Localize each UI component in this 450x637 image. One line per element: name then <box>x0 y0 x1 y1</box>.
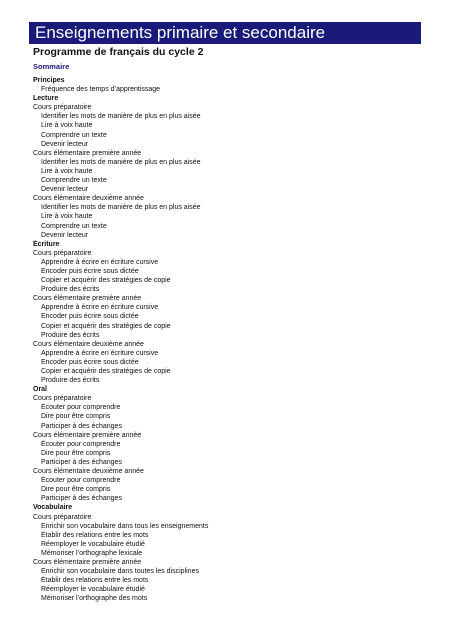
toc-item[interactable]: Participer à des échanges <box>41 422 122 430</box>
toc-item[interactable]: Enrichir son vocabulaire dans tous les enseignements <box>41 522 209 530</box>
sommaire-heading: Sommaire <box>33 62 70 71</box>
toc-item[interactable]: Devenir lecteur <box>41 186 89 194</box>
toc-item[interactable]: Apprendre à écrire en écriture cursive <box>41 258 159 266</box>
toc-section-heading[interactable]: Lecture <box>33 95 59 103</box>
toc-item[interactable]: Encoder puis écrire sous dictée <box>41 267 139 275</box>
toc-subsection[interactable]: Cours élémentaire première année <box>33 558 142 566</box>
toc-item[interactable]: Comprendre un texte <box>41 177 107 185</box>
toc-subsection[interactable]: Cours élémentaire deuxième année <box>33 340 144 348</box>
toc-item[interactable]: Produire des écrits <box>41 286 100 294</box>
page-header-banner: Enseignements primaire et secondaire <box>29 22 421 44</box>
toc-subsection[interactable]: Cours élémentaire première année <box>33 149 142 157</box>
toc-item[interactable]: Devenir lecteur <box>41 140 89 148</box>
toc-item[interactable]: Lire à voix haute <box>41 213 93 221</box>
toc-item[interactable]: Mémoriser l’orthographe lexicale <box>41 549 143 557</box>
toc-item[interactable]: Identifier les mots de manière de plus en plus aisée <box>41 204 201 212</box>
toc-item[interactable]: Lire à voix haute <box>41 167 93 175</box>
toc-subsection[interactable]: Cours préparatoire <box>33 104 92 112</box>
toc-subsection[interactable]: Cours préparatoire <box>33 513 92 521</box>
table-of-contents <box>33 76 423 603</box>
toc-subsection[interactable]: Cours élémentaire deuxième année <box>33 195 144 203</box>
toc-subsection[interactable]: Cours élémentaire deuxième année <box>33 468 144 476</box>
toc-item[interactable]: Dire pour être compris <box>41 449 111 457</box>
toc-item[interactable]: Réemployer le vocabulaire étudié <box>41 540 145 548</box>
document-subtitle: Programme de français du cycle 2 <box>33 46 204 58</box>
toc-item[interactable]: Produire des écrits <box>41 331 100 339</box>
toc-item[interactable]: Copier et acquérir des stratégies de copie <box>41 368 171 375</box>
toc-item[interactable]: Dire pour être compris <box>41 413 111 421</box>
toc-item[interactable]: Encoder puis écrire sous dictée <box>41 358 139 366</box>
toc-section-heading[interactable]: Vocabulaire <box>33 504 73 512</box>
toc-section-heading[interactable]: Écriture <box>33 240 60 248</box>
toc-item[interactable]: Comprendre un texte <box>41 222 107 230</box>
toc-item[interactable]: Lire à voix haute <box>41 122 93 130</box>
toc-item[interactable]: Fréquence des temps d’apprentissage <box>41 86 161 94</box>
toc-item[interactable]: Établir des relations entre les mots <box>41 531 149 539</box>
toc-subsection[interactable]: Cours préparatoire <box>33 249 92 257</box>
toc-item[interactable]: Écouter pour comprendre <box>41 404 121 412</box>
toc-item[interactable]: Identifier les mots de manière de plus en plus aisée <box>41 113 201 121</box>
toc-item[interactable]: Apprendre à écrire en écriture cursive <box>41 304 159 312</box>
toc-subsection[interactable]: Cours élémentaire première année <box>33 295 142 303</box>
toc-item[interactable]: Comprendre un texte <box>41 131 107 139</box>
toc-item[interactable]: Apprendre à écrire en écriture cursive <box>41 349 159 357</box>
toc-item[interactable]: Devenir lecteur <box>41 231 89 239</box>
toc-item[interactable]: Produire des écrits <box>41 377 100 385</box>
toc-item[interactable]: Identifier les mots de manière de plus en plus aisée <box>41 158 201 166</box>
toc-item[interactable]: Réemployer le vocabulaire étudié <box>41 586 145 594</box>
toc-item[interactable]: Encoder puis écrire sous dictée <box>41 313 139 321</box>
toc-item[interactable]: Participer à des échanges <box>41 495 122 503</box>
toc-section-heading[interactable]: Oral <box>33 386 48 394</box>
toc-subsection[interactable]: Cours préparatoire <box>33 395 92 403</box>
toc-item[interactable]: Mémoriser l’orthographe des mots <box>41 595 148 603</box>
toc-item[interactable]: Dire pour être compris <box>41 486 111 494</box>
toc-item[interactable]: Copier et acquérir des stratégies de copie <box>41 277 171 285</box>
toc-item[interactable]: Établir des relations entre les mots <box>41 577 149 585</box>
toc-item[interactable]: Copier et acquérir des stratégies de copie <box>41 322 171 330</box>
toc-item[interactable]: Écouter pour comprendre <box>41 477 121 485</box>
toc-subsection[interactable]: Cours élémentaire première année <box>33 431 142 439</box>
toc-item[interactable]: Participer à des échanges <box>41 458 122 466</box>
toc-item[interactable]: Écouter pour comprendre <box>41 440 121 448</box>
toc-item[interactable]: Enrichir son vocabulaire dans toutes les disciplines <box>41 568 199 576</box>
toc-section-heading[interactable]: Principes <box>33 77 65 84</box>
